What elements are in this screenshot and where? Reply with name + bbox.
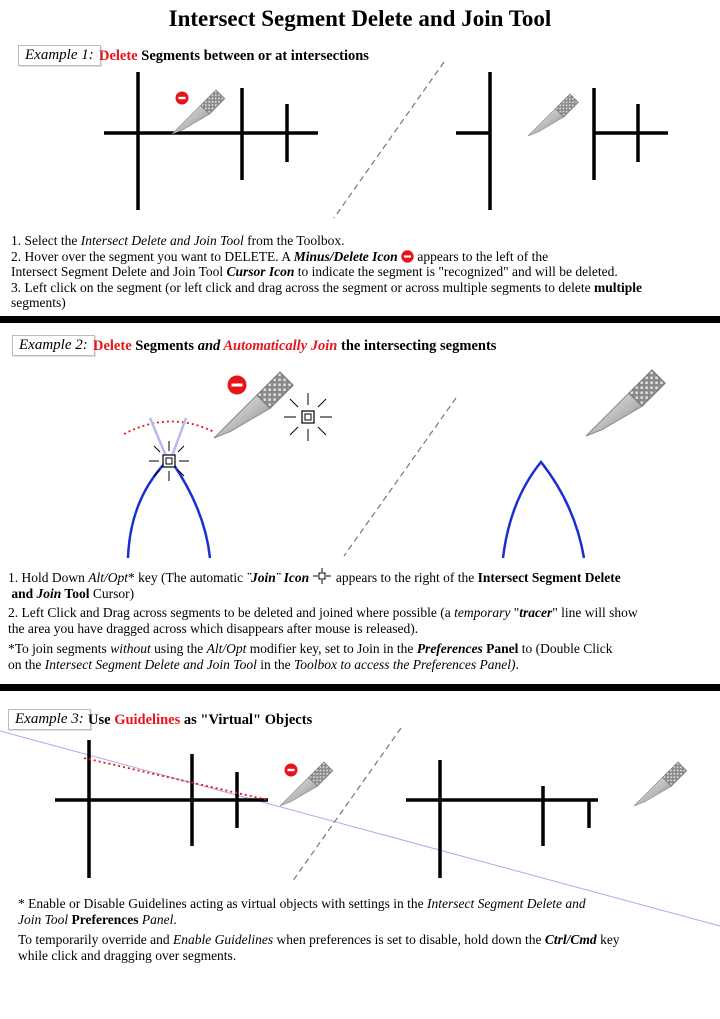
example-2-heading: Delete Segments and Automatically Join the intersecting segments — [93, 338, 497, 354]
ex2-para-1: 1. Hold Down Alt/Opt* key (The automatic ¨Join¨ Icon appears to the right of the Intersect Segment Delete — [8, 570, 621, 585]
ex3-divider — [292, 728, 401, 882]
step-3-cont: segments) — [11, 295, 66, 310]
ex2-para-3-cont: on the Intersect Segment Delete and Join Tool in the Toolbox to access the Preferences Panel). — [8, 656, 519, 672]
step-2: 2. Hover over the segment you want to DELETE. A Minus/Delete Icon appears to the left of the — [11, 248, 549, 264]
step-2-cont: Intersect Segment Delete and Join Tool Cursor Icon to indicate the segment is "recognized" and will be deleted. — [11, 264, 618, 279]
ex3-para-2-cont: while click and dragging over segments. — [18, 947, 237, 963]
step-1: 1. Select the Intersect Delete and Join Tool from the Toolbox. — [11, 233, 345, 248]
ex2-para-3: *To join segments without using the Alt/Opt modifier key, set to Join in the Preferences Panel to (Double Click — [8, 641, 613, 656]
ex3-para-2: To temporarily override and Enable Guidelines when preferences is set to disable, hold down the Ctrl/Cmd key — [18, 932, 620, 947]
example-1-label: Example 1: — [18, 45, 101, 66]
page-title: Intersect Segment Delete and Join Tool — [168, 6, 552, 31]
heading-delete-word: Delete — [99, 48, 138, 64]
ex2-para-2: 2. Left Click and Drag across segments to be deleted and joined where possible (a temporary "tracer" line will show — [8, 605, 638, 620]
knife-cursor-icon — [634, 762, 687, 806]
ex3-para-1: * Enable or Disable Guidelines acting as virtual objects with settings in the Intersect Segment Delete and — [18, 896, 586, 911]
ex3-right-segments — [406, 760, 598, 878]
example-3-label: Example 3: — [8, 709, 91, 730]
example-2-label: Example 2: — [12, 335, 95, 356]
example-3-heading: Use Guidelines as "Virtual" Objects — [88, 712, 313, 728]
heading-rest: Segments between or at intersections — [137, 48, 369, 64]
step-3: 3. Left click on the segment (or left click and drag across the segment or across multiple segments to delete multiple — [11, 279, 642, 295]
example-3-text — [18, 896, 708, 963]
ex2-para-2-cont: the area you have dragged across which disappears after mouse is released). — [8, 620, 419, 636]
ex2-para-1-cont: and Join Tool Cursor) — [11, 585, 135, 601]
ex3-left-segments — [55, 740, 268, 878]
ex3-para-1-cont: Join Tool Preferences Panel. — [18, 911, 177, 927]
